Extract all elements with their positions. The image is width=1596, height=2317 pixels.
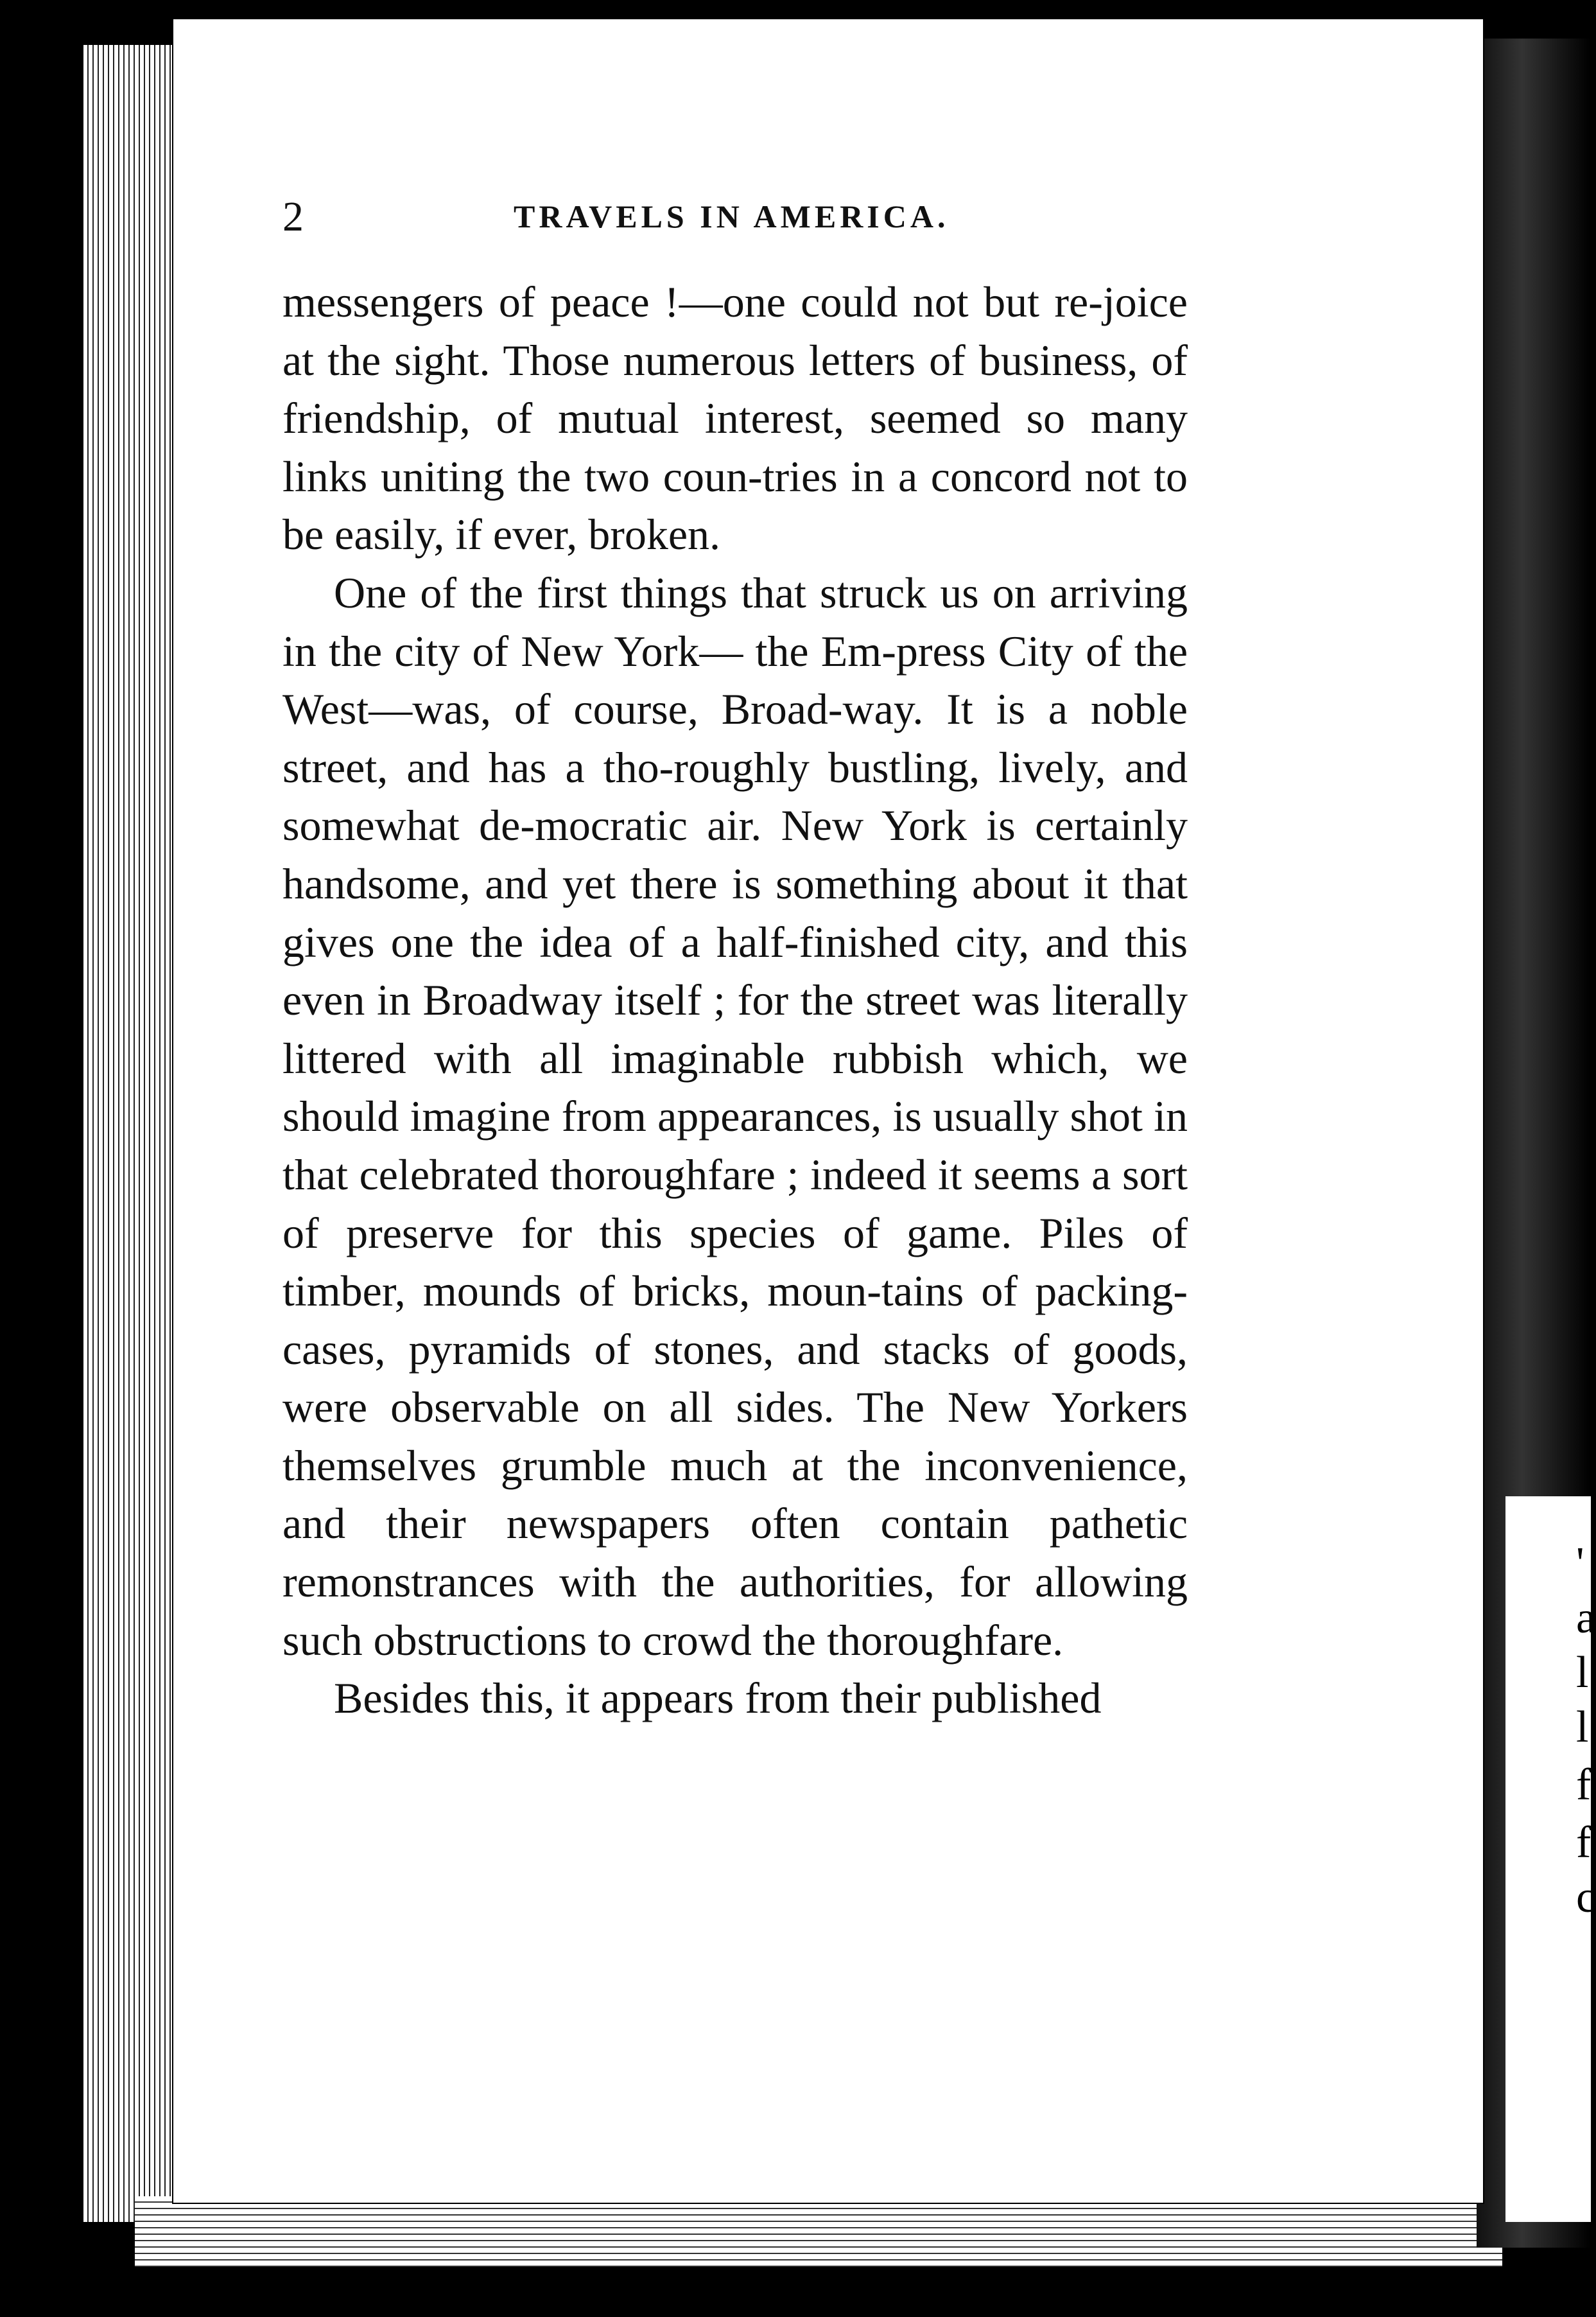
facing-page-glyph: f (1576, 1818, 1592, 1867)
running-head-title: TRAVELS IN AMERICA. (514, 198, 950, 234)
facing-page-glyph: a (1576, 1593, 1596, 1643)
facing-page-glyph: l (1576, 1702, 1589, 1752)
page-number: 2 (282, 193, 304, 240)
facing-page-glyph: f (1576, 1760, 1592, 1810)
paragraph: Besides this, it appears from their published (334, 1674, 1102, 1723)
paragraph: One of the first things that struck us on arriving in the city of New York— the Em-press City of the West—was, of course, Broad-way. It is a noble street, and has a tho-roughly bustling, lively, and somewhat de-mocratic air. New York is certainly handsome, and yet there is something about it that gives one the idea of a half-finished city, and this even in Broadway itself ; for the street was literally littered with all imaginable rubbish which, we should imagine from appearances, is usually shot in that celebrated thoroughfare ; indeed it seems a sort of preserve for this species of game. Piles of timber, mounds of bricks, moun-tains of packing-cases, pyramids of stones, and stacks of goods, were observable on all sides. The New Yorkers themselves grumble much at the inconvenience, and their newspapers often contain pathetic remonstrances with the authorities, for allowing such obstructions to crowd the thoroughfare. (282, 568, 1188, 1665)
facing-page-glyph: ' (1576, 1539, 1584, 1588)
paragraph: messengers of peace !—one could not but re-joice at the sight. Those numerous letters of business, of friendship, of mutual interest, seemed so many links uniting the two coun-tries in a concord not to be easily, if ever, broken. (282, 277, 1188, 559)
page-edges-bottom (135, 2196, 1502, 2267)
running-head (282, 193, 1374, 244)
facing-page-glyph: l (1576, 1648, 1589, 1697)
facing-page-glyph: c (1576, 1873, 1596, 1922)
body-text (282, 273, 1188, 1727)
